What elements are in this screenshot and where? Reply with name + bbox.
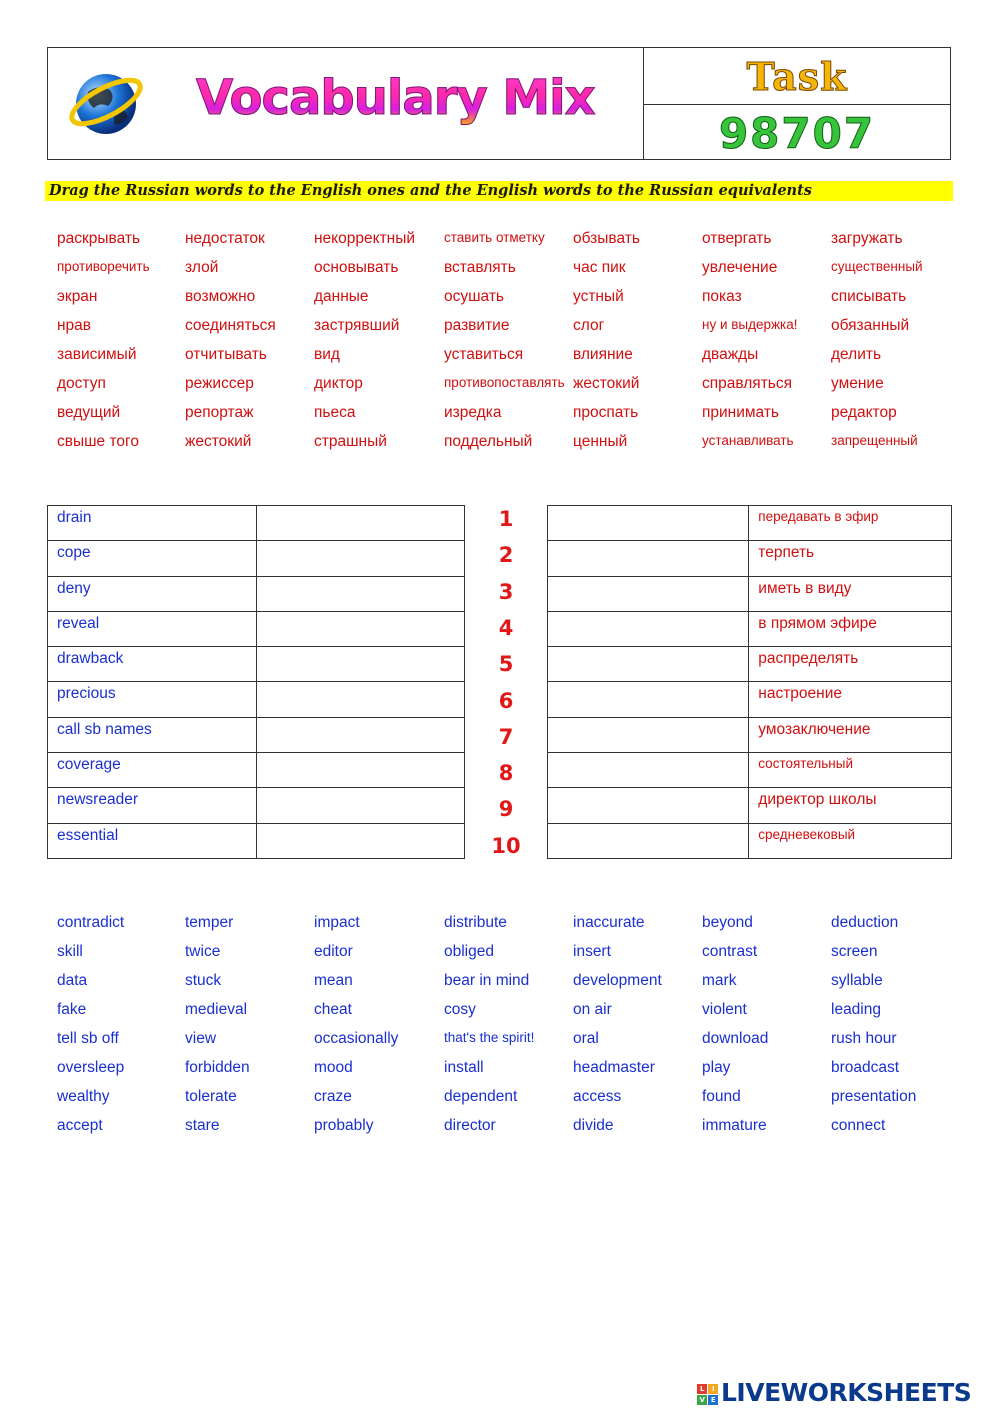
english-word[interactable]: broadcast <box>831 1059 900 1076</box>
drop-slot[interactable] <box>256 647 464 682</box>
liveworksheets-logo <box>697 1378 993 1408</box>
english-word[interactable]: tell sb off <box>57 1030 119 1047</box>
english-word[interactable]: mark <box>702 972 737 989</box>
english-word[interactable]: medieval <box>185 1001 248 1018</box>
english-word[interactable]: development <box>573 972 662 989</box>
english-term: deny <box>48 576 257 611</box>
drop-slot[interactable] <box>256 823 464 858</box>
english-word[interactable]: cosy <box>444 1001 476 1018</box>
russian-word[interactable]: жестокий <box>185 433 252 450</box>
drop-slot[interactable] <box>548 717 749 752</box>
table-row <box>548 647 952 682</box>
russian-word[interactable]: запрещенный <box>831 433 918 448</box>
table-row <box>48 753 465 788</box>
english-word[interactable]: found <box>702 1088 741 1105</box>
english-word[interactable]: install <box>444 1059 484 1076</box>
table-row <box>48 541 465 576</box>
russian-word[interactable]: отвергать <box>702 230 772 247</box>
english-word[interactable]: download <box>702 1030 769 1047</box>
english-word[interactable]: insert <box>573 943 611 960</box>
russian-word[interactable]: злой <box>185 259 219 276</box>
russian-word[interactable]: ну и выдержка! <box>702 317 798 332</box>
russian-term: иметь в виду <box>749 576 952 611</box>
row-number: 1 <box>498 507 514 531</box>
russian-word[interactable]: пьеса <box>314 404 356 421</box>
english-word[interactable]: dependent <box>444 1088 518 1105</box>
drop-slot[interactable] <box>548 506 749 541</box>
english-word[interactable]: view <box>185 1030 217 1047</box>
russian-word[interactable]: экран <box>57 288 98 305</box>
english-term: coverage <box>48 753 257 788</box>
russian-match-table <box>547 505 952 859</box>
english-word[interactable]: inaccurate <box>573 914 645 931</box>
row-number: 6 <box>498 688 514 713</box>
row-number: 7 <box>498 724 514 749</box>
english-word[interactable]: bear in mind <box>444 972 530 989</box>
english-word[interactable]: impact <box>314 914 360 931</box>
drop-slot[interactable] <box>548 788 749 823</box>
english-match-table <box>47 505 465 859</box>
russian-word[interactable]: редактор <box>831 404 897 421</box>
english-word[interactable]: divide <box>573 1117 614 1134</box>
russian-term: терпеть <box>749 541 952 576</box>
table-row <box>48 788 465 823</box>
table-row <box>48 823 465 858</box>
table-row <box>48 682 465 717</box>
english-word[interactable]: probably <box>314 1117 374 1134</box>
table-row <box>48 647 465 682</box>
russian-term: состоятельный <box>749 753 952 788</box>
english-word[interactable]: stuck <box>185 972 222 989</box>
russian-word[interactable]: зависимый <box>57 346 137 363</box>
russian-word[interactable]: раскрывать <box>57 230 141 247</box>
logo-mark-letter: E <box>708 1395 718 1405</box>
russian-term: распределять <box>749 647 952 682</box>
russian-word[interactable]: некорректный <box>314 230 416 247</box>
drop-slot[interactable] <box>256 753 464 788</box>
russian-word[interactable]: справляться <box>702 375 793 392</box>
table-row <box>48 717 465 752</box>
english-word[interactable]: distribute <box>444 914 507 931</box>
russian-word[interactable]: обязанный <box>831 317 910 334</box>
russian-word[interactable]: умение <box>831 375 884 392</box>
drop-slot[interactable] <box>256 788 464 823</box>
english-term: drawback <box>48 647 257 682</box>
russian-word[interactable]: противопоставлять <box>444 375 565 390</box>
table-row <box>548 788 952 823</box>
russian-word[interactable]: страшный <box>314 433 387 450</box>
english-word[interactable]: beyond <box>702 914 753 931</box>
page-title: Vocabulary Mix <box>196 70 595 126</box>
footer-brand: LIVEWORKSHEETS <box>721 1378 972 1407</box>
russian-word[interactable]: свыше того <box>57 433 139 450</box>
globe-icon <box>66 62 146 142</box>
russian-word[interactable]: данные <box>314 288 369 305</box>
english-word[interactable]: temper <box>185 914 234 931</box>
english-word[interactable]: contradict <box>57 914 125 931</box>
table-row <box>48 506 465 541</box>
english-term: drain <box>48 506 257 541</box>
russian-word[interactable]: увлечение <box>702 259 778 276</box>
english-term: essential <box>48 823 257 858</box>
row-number: 4 <box>498 615 514 640</box>
drop-slot[interactable] <box>256 611 464 646</box>
table-row <box>548 611 952 646</box>
english-word[interactable]: rush hour <box>831 1030 897 1047</box>
english-word[interactable]: fake <box>57 1001 87 1018</box>
english-word[interactable]: skill <box>57 943 83 960</box>
english-term: newsreader <box>48 788 257 823</box>
english-word[interactable]: on air <box>573 1001 612 1018</box>
russian-word[interactable]: показ <box>702 288 742 305</box>
russian-word[interactable]: делить <box>831 346 882 363</box>
table-row <box>548 682 952 717</box>
drop-slot[interactable] <box>548 611 749 646</box>
english-word[interactable]: that's the spirit! <box>444 1030 535 1045</box>
english-word[interactable]: access <box>573 1088 622 1105</box>
drop-slot[interactable] <box>256 506 464 541</box>
drop-slot[interactable] <box>256 576 464 611</box>
russian-word[interactable]: недостаток <box>185 230 265 247</box>
english-word[interactable]: immature <box>702 1117 767 1134</box>
russian-word[interactable]: осушать <box>444 288 505 305</box>
russian-word[interactable]: диктор <box>314 375 363 392</box>
table-row <box>548 823 952 858</box>
liveworksheets-mark-icon <box>697 1384 718 1405</box>
table-row <box>548 576 952 611</box>
russian-word[interactable]: противоречить <box>57 259 150 274</box>
table-row <box>548 506 952 541</box>
russian-term: умозаключение <box>749 717 952 752</box>
russian-word[interactable]: режиссер <box>185 375 254 392</box>
english-word[interactable]: mean <box>314 972 353 989</box>
instruction-text: Drag the Russian words to the English ones and the English words to the Russian equivalents <box>45 181 953 201</box>
table-row <box>48 576 465 611</box>
english-word[interactable]: play <box>702 1059 731 1076</box>
russian-word[interactable]: дважды <box>702 346 759 363</box>
english-word[interactable]: violent <box>702 1001 747 1018</box>
english-word[interactable]: contrast <box>702 943 758 960</box>
russian-word[interactable]: возможно <box>185 288 256 305</box>
drop-slot[interactable] <box>256 717 464 752</box>
russian-word[interactable]: репортаж <box>185 404 254 421</box>
drop-slot[interactable] <box>256 541 464 576</box>
russian-term: настроение <box>749 682 952 717</box>
english-word[interactable]: connect <box>831 1117 886 1134</box>
english-word[interactable]: accept <box>57 1117 103 1134</box>
russian-word[interactable]: отчитывать <box>185 346 267 363</box>
english-word[interactable]: oral <box>573 1030 599 1047</box>
english-word[interactable]: craze <box>314 1088 352 1105</box>
russian-word[interactable]: изредка <box>444 404 502 421</box>
russian-word[interactable]: проспать <box>573 404 639 421</box>
russian-term: в прямом эфире <box>749 611 952 646</box>
drop-slot[interactable] <box>548 647 749 682</box>
table-row <box>548 717 952 752</box>
russian-word[interactable]: уставиться <box>444 346 524 363</box>
english-word[interactable]: leading <box>831 1001 881 1018</box>
task-number: 98707 <box>718 109 876 158</box>
russian-word[interactable]: жестокий <box>573 375 640 392</box>
russian-word[interactable]: нрав <box>57 317 92 334</box>
drop-slot[interactable] <box>256 682 464 717</box>
row-number: 8 <box>498 761 514 786</box>
english-word[interactable]: wealthy <box>57 1088 110 1105</box>
russian-word[interactable]: застрявший <box>314 317 400 334</box>
task-number-cell <box>644 105 950 159</box>
russian-word[interactable]: поддельный <box>444 433 533 450</box>
english-word[interactable]: presentation <box>831 1088 917 1105</box>
english-word[interactable]: data <box>57 972 88 989</box>
task-label: Task <box>746 54 848 99</box>
russian-word[interactable]: развитие <box>444 317 510 334</box>
russian-term: директор школы <box>749 788 952 823</box>
russian-word[interactable]: устанавливать <box>702 433 794 448</box>
header-box <box>47 47 951 160</box>
english-word[interactable]: director <box>444 1117 496 1134</box>
logo-mark-letter: I <box>708 1384 718 1394</box>
task-label-cell <box>644 48 950 105</box>
drop-slot[interactable] <box>548 823 749 858</box>
english-word[interactable]: forbidden <box>185 1059 250 1076</box>
russian-word[interactable]: устный <box>573 288 624 305</box>
drop-slot[interactable] <box>548 576 749 611</box>
russian-word[interactable]: влияние <box>573 346 633 363</box>
row-number: 5 <box>498 652 514 677</box>
table-row <box>548 753 952 788</box>
row-number: 9 <box>498 797 514 822</box>
english-word[interactable]: cheat <box>314 1001 352 1018</box>
english-word[interactable]: oversleep <box>57 1059 125 1076</box>
english-term: cope <box>48 541 257 576</box>
english-word[interactable]: deduction <box>831 914 899 931</box>
drop-slot[interactable] <box>548 753 749 788</box>
english-word[interactable]: syllable <box>831 972 883 989</box>
russian-word[interactable]: загружать <box>831 230 903 247</box>
russian-word[interactable]: обзывать <box>573 230 640 247</box>
title-panel <box>48 48 644 159</box>
russian-term: средневековый <box>749 823 952 858</box>
drop-slot[interactable] <box>548 541 749 576</box>
russian-word[interactable]: ценный <box>573 433 628 450</box>
russian-word[interactable]: основывать <box>314 259 399 276</box>
table-row <box>548 541 952 576</box>
russian-word[interactable]: час пик <box>573 259 626 276</box>
english-word[interactable]: occasionally <box>314 1030 399 1047</box>
row-number: 3 <box>498 579 514 604</box>
english-term: reveal <box>48 611 257 646</box>
english-word[interactable]: stare <box>185 1117 220 1134</box>
russian-word[interactable]: списывать <box>831 288 907 305</box>
russian-term: передавать в эфир <box>749 506 952 541</box>
russian-word[interactable]: ведущий <box>57 404 121 421</box>
russian-word[interactable]: ставить отметку <box>444 230 545 245</box>
english-word[interactable]: tolerate <box>185 1088 237 1105</box>
english-word[interactable]: mood <box>314 1059 353 1076</box>
russian-word[interactable]: соединяться <box>185 317 276 334</box>
russian-word[interactable]: слог <box>573 317 605 334</box>
english-word[interactable]: twice <box>185 943 221 960</box>
english-term: call sb names <box>48 717 257 752</box>
english-word[interactable]: obliged <box>444 943 494 960</box>
russian-word[interactable]: принимать <box>702 404 780 421</box>
english-word[interactable]: headmaster <box>573 1059 655 1076</box>
logo-mark-letter: V <box>697 1395 707 1405</box>
russian-word[interactable]: доступ <box>57 375 106 392</box>
russian-word[interactable]: вид <box>314 346 340 363</box>
table-row <box>48 611 465 646</box>
row-number: 2 <box>498 543 514 568</box>
russian-word[interactable]: вставлять <box>444 259 516 276</box>
row-number: 10 <box>491 833 521 858</box>
english-term: precious <box>48 682 257 717</box>
english-word[interactable]: screen <box>831 943 878 960</box>
drop-slot[interactable] <box>548 682 749 717</box>
english-word[interactable]: editor <box>314 943 353 960</box>
logo-mark-letter: L <box>697 1384 707 1394</box>
russian-word[interactable]: существенный <box>831 259 923 274</box>
